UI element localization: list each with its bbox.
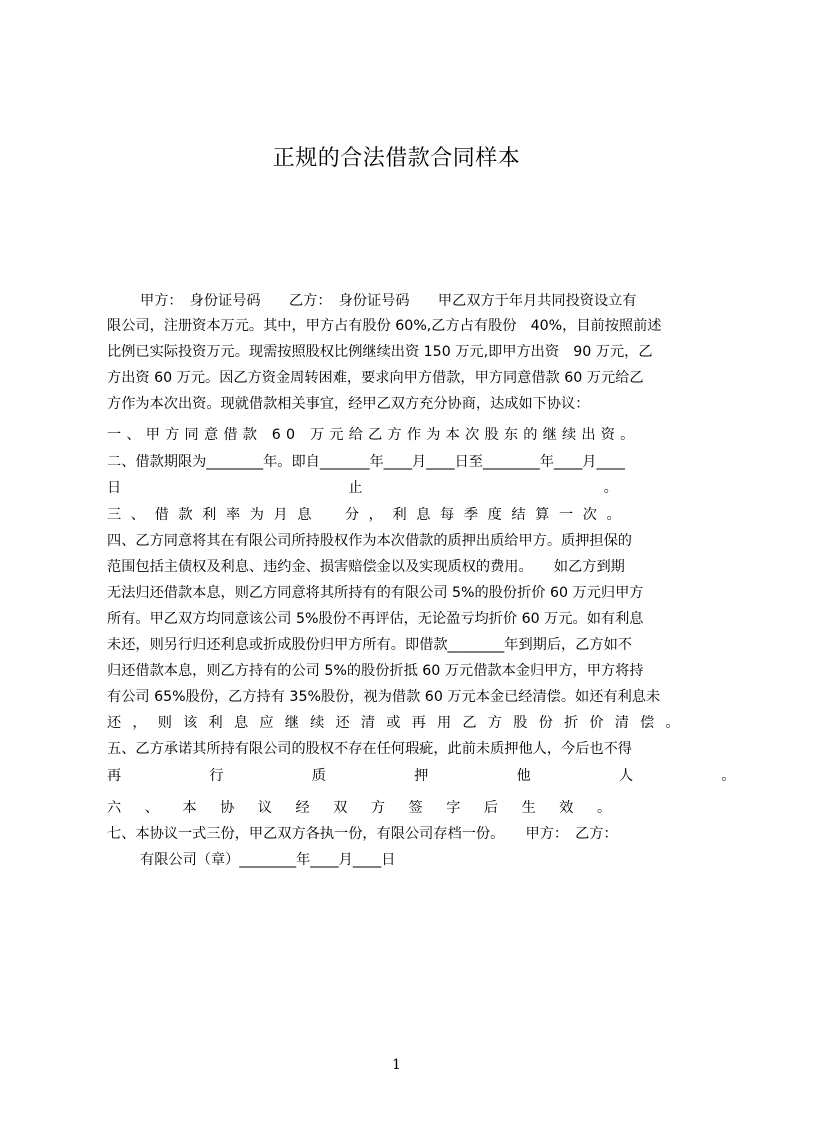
body-line-3: 比例已实际投资万元。现需按照股权比例继续出资 150 万元,即甲方出资 90 万元，乙 bbox=[107, 344, 653, 360]
document-title: 正规的合法借款合同样本 bbox=[272, 146, 521, 171]
body-line-1: 甲方： 身份证号码 乙方： 身份证号码 甲乙双方于年月共同投资设立有 bbox=[140, 293, 637, 309]
clause-4-line-4: 所有。甲乙双方均同意该公司 5%股份不再评估，无论盈亏均折价 60 万元。如有利息 bbox=[107, 611, 644, 627]
clause-2-line-2: 日 止 。 bbox=[107, 480, 618, 496]
clause-4-line-2: 范围包括主债权及利息、违约金、损害赔偿金以及实现质权的费用。 如乙方到期 bbox=[107, 559, 625, 575]
clause-4-line-1: 四、乙方同意将其在有限公司所持股权作为本次借款的质押出质给甲方。质押担保的 bbox=[107, 533, 632, 549]
clause-5-line-2: 再 行 质 押 他 人 。 bbox=[107, 768, 773, 784]
body-line-2: 限公司，注册资本万元。其中，甲方占有股份 60%,乙方占有股份 40%，目前按照前述 bbox=[107, 318, 662, 334]
clause-3: 三、借款利率为月息 分，利息每季度结算一次。 bbox=[107, 507, 631, 523]
clause-7: 七、本协议一式三份，甲乙双方各执一份，有限公司存档一份。 甲方： 乙方： bbox=[107, 826, 618, 842]
clause-5-line-1: 五、乙方承诺其所持有限公司的股权不存在任何瑕疵，此前未质押他人，今后也不得 bbox=[107, 741, 632, 757]
clause-6: 六、本协议经双方签字后生效。 bbox=[107, 800, 635, 816]
signature-line: 有限公司（章）________年____月____日 bbox=[140, 852, 396, 868]
clause-1: 一、甲方同意借款 60 万元给乙方作为本次股东的继续出资。 bbox=[107, 427, 640, 443]
clause-4-line-3: 无法归还借款本息，则乙方同意将其所持有的有限公司 5%的股份折价 60 万元归甲方 bbox=[107, 585, 644, 601]
clause-4-line-6: 归还借款本息，则乙方持有的公司 5%的股份折抵 60 万元借款本金归甲方，甲方将持 bbox=[107, 663, 644, 679]
body-line-5: 方作为本次出资。现就借款相关事宜，经甲乙双方充分协商，达成如下协议： bbox=[107, 396, 590, 412]
body-line-4: 方出资 60 万元。因乙方资金周转困难，要求向甲方借款，甲方同意借款 60 万元给乙 bbox=[107, 370, 644, 386]
clause-4-line-7: 有公司 65%股份，乙方持有 35%股份，视为借款 60 万元本金已经清偿。如还有利息未 bbox=[107, 689, 661, 705]
clause-2-line-1: 二、借款期限为________年。即自_______年____月____日至________年____月____ bbox=[107, 454, 625, 470]
page-number: 1 bbox=[392, 1057, 401, 1073]
clause-4-line-5: 未还，则另行归还利息或折成股份归甲方所有。即借款________年到期后，乙方如不 bbox=[107, 637, 632, 653]
clause-4-line-8: 还，则该利息应继续还清或再用乙方股份折价清偿。 bbox=[107, 715, 691, 731]
